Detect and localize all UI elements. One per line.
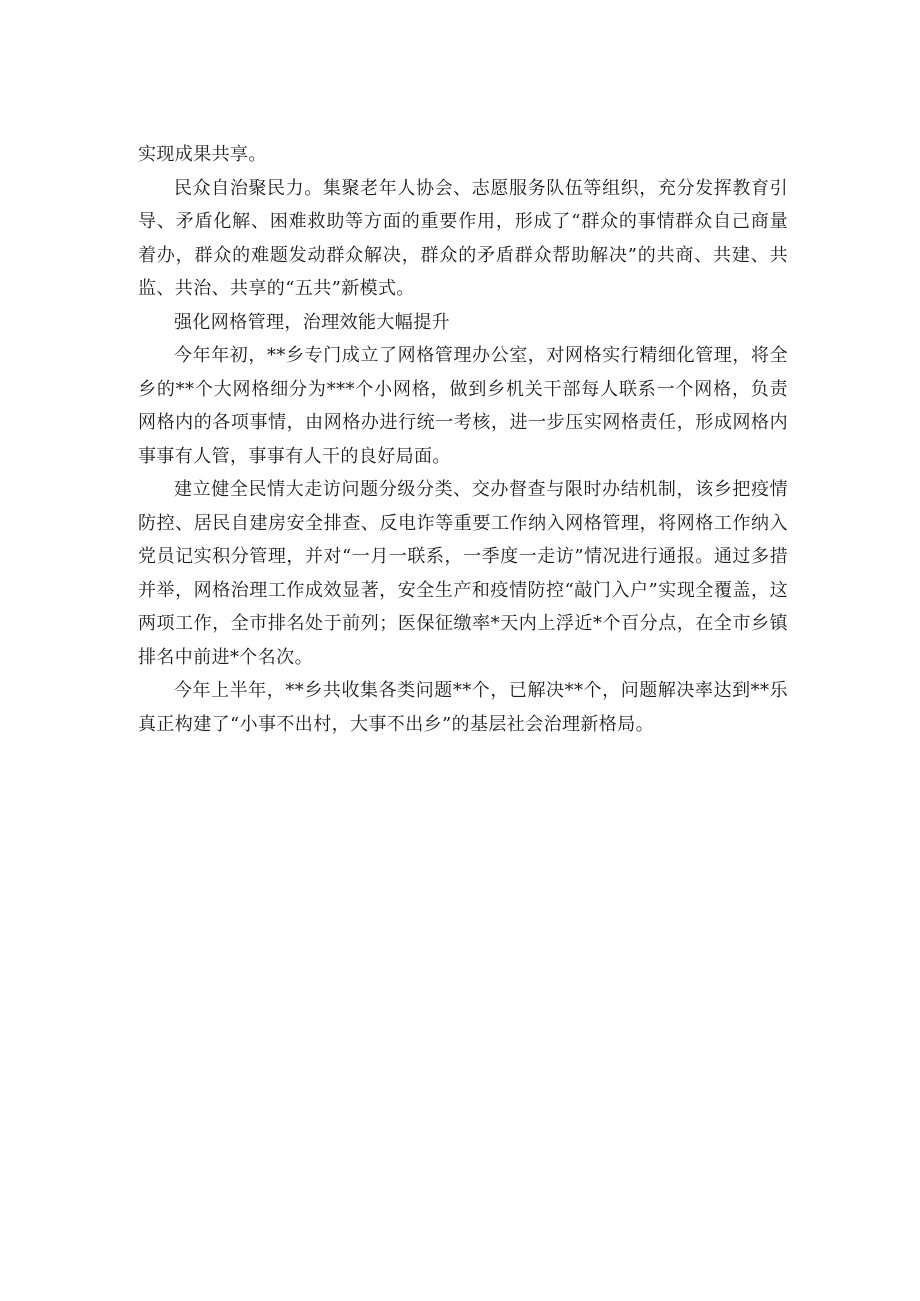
section-heading: 强化网格管理，治理效能大幅提升 xyxy=(174,311,450,333)
paragraph-self-governance: 民众自治聚民力。集聚老年人协会、志愿服务队伍等组织，充分发挥教育引导、矛盾化解、困难救助等方面的重要作用，形成了“群众的事情群众自己商量着办，群众的难题发动群众解决，群众的矛盾群众帮助解决”的共商、共建、共监、共治、共享的“五共”新模式。 xyxy=(138,177,788,299)
paragraph-grid-office: 今年年初，**乡专门成立了网格管理办公室，对网格实行精细化管理，将全乡的**个大网格细分为***个小网格，做到乡机关干部每人联系一个网格，负责网格内的各项事情，由网格办进行统一考核，进一步压实网格责任，形成网格内事事有人管，事事有人干的良好局面。 xyxy=(138,345,788,467)
document-body xyxy=(138,138,788,741)
paragraph-half-year-results: 今年上半年，**乡共收集各类问题**个，已解决**个，问题解决率达到**乐真正构建了“小事不出村，大事不出乡”的基层社会治理新格局。 xyxy=(138,680,788,735)
paragraph-visit-mechanism: 建立健全民情大走访问题分级分类、交办督查与限时办结机制，该乡把疫情防控、居民自建房安全排查、反电诈等重要工作纳入网格管理，将网格工作纳入党员记实积分管理，并对“一月一联系，一季度一走访”情况进行通报。通过多措并举，网格治理工作成效显著，安全生产和疫情防控“敲门入户”实现全覆盖，这两项工作，全市排名处于前列；医保征缴率*天内上浮近*个百分点，在全市乡镇排名中前进*个名次。 xyxy=(138,479,788,668)
paragraph-continuation: 实现成果共享。 xyxy=(138,144,267,165)
